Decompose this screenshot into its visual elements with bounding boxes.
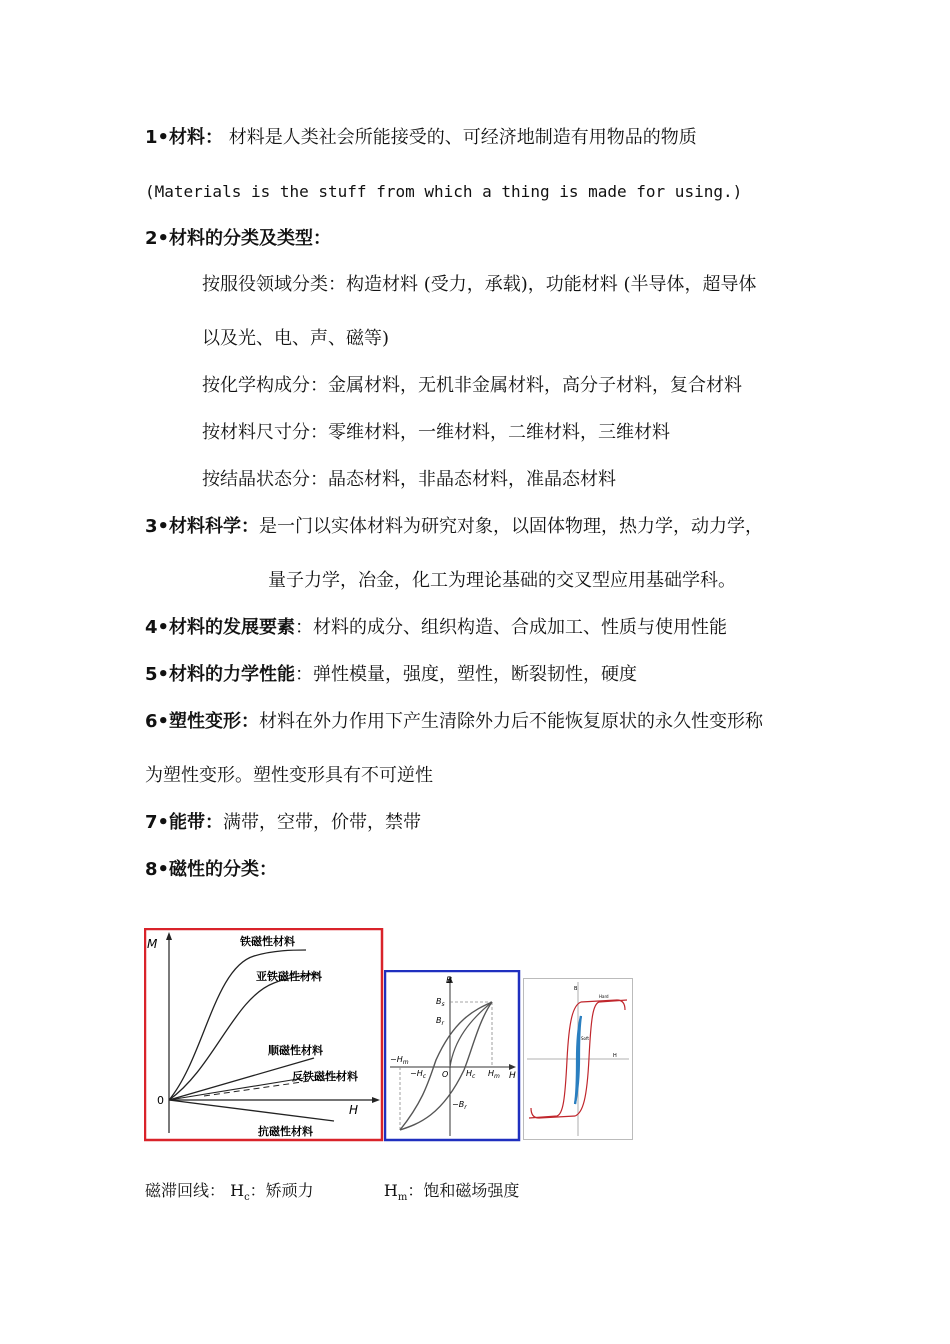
x-axis-label: H: [509, 1071, 516, 1081]
item-number: 5•: [145, 664, 170, 685]
hysteresis-svg: [384, 970, 521, 1142]
neg-hc-label: $-H_c$: [410, 1069, 427, 1080]
hard-soft-svg: [523, 978, 633, 1140]
caption-hm: $H_m$：饱和磁场强度: [383, 1181, 520, 1204]
classification-line: 按结晶状态分：晶态材料，非晶态材料，准晶态材料: [202, 469, 616, 490]
ferromagnetic-label: 铁磁性材料: [240, 935, 295, 948]
diamagnetic-label: 抗磁性材料: [258, 1125, 313, 1138]
item-term: 材料科学：: [169, 516, 260, 537]
x-axis-label: H: [613, 1053, 617, 1059]
hysteresis-figure: [384, 970, 521, 1142]
soft-label: Soft: [581, 1036, 589, 1041]
magnetization-svg: [144, 928, 384, 1142]
item-5: [145, 663, 637, 687]
item-number: 1•: [145, 127, 170, 148]
item-term: 能带：: [169, 812, 224, 833]
hm-label: $H_m$: [488, 1069, 500, 1080]
neg-hm-label: $-H_m$: [390, 1055, 409, 1066]
item-text: ：材料的成分、组织构造、合成加工、性质与使用性能: [295, 617, 728, 638]
item-7: [145, 811, 421, 835]
item-3-continuation: 量子力学，冶金，化工为理论基础的交叉型应用基础学科。: [268, 570, 736, 591]
item-3: [145, 515, 763, 539]
origin-label: O: [442, 1070, 449, 1079]
item-text: 材料是人类社会所能接受的、可经济地制造有用物品的物质: [223, 127, 697, 148]
item-term: 磁性的分类：: [169, 859, 278, 880]
item-2: [145, 227, 331, 251]
item-text: 满带，空带，价带，禁带: [223, 812, 422, 833]
figure-border: [145, 929, 382, 1140]
neg-br-label: $-B_r$: [452, 1100, 467, 1111]
caption-hc: $H_c$：矫顽力: [230, 1181, 314, 1204]
item-number: 6•: [145, 711, 170, 732]
y-axis-label: B: [574, 986, 578, 992]
hc-label: $H_c$: [466, 1069, 476, 1080]
item-text: 材料在外力作用下产生清除外力后不能恢复原状的永久性变形称: [259, 711, 764, 732]
ferrimagnetic-label: 亚铁磁性材料: [256, 970, 322, 983]
classification-line: 以及光、电、声、磁等): [202, 328, 390, 349]
item-term: 材料的分类及类型：: [169, 228, 332, 249]
item-1-english: (Materials is the stuff from which a thing is made for using.): [145, 182, 743, 201]
item-8: [145, 858, 277, 882]
item-text: ：弹性模量，强度，塑性，断裂韧性，硬度: [295, 664, 638, 685]
y-axis-label: M: [147, 937, 158, 951]
item-term: 材料：: [169, 127, 224, 148]
item-4: [145, 616, 727, 640]
item-6: [145, 710, 763, 734]
item-1: [145, 126, 697, 150]
item-term: 材料的力学性能: [169, 664, 296, 685]
item-number: 2•: [145, 228, 170, 249]
classification-line: 按材料尺寸分：零维材料，一维材料，二维材料，三维材料: [202, 422, 670, 443]
classification-line: 按化学构成分：金属材料，无机非金属材料，高分子材料，复合材料: [202, 375, 742, 396]
classification-line: 按服役领域分类：构造材料 (受力，承载)，功能材料 (半导体，超导体: [202, 274, 757, 295]
magnetization-figure: [144, 928, 384, 1142]
hard-label: Hard: [599, 994, 609, 999]
bs-label: $B_s$: [436, 997, 445, 1008]
item-number: 7•: [145, 812, 170, 833]
item-term: 材料的发展要素: [169, 617, 296, 638]
antiferromagnetic-label: 反铁磁性材料: [292, 1070, 358, 1083]
hysteresis-caption: [145, 1180, 519, 1209]
br-label: $B_r$: [436, 1016, 444, 1027]
caption-prefix: 磁滞回线：: [145, 1181, 226, 1200]
item-number: 4•: [145, 617, 170, 638]
item-number: 3•: [145, 516, 170, 537]
hard-soft-figure: [523, 978, 633, 1140]
y-axis-label: B: [446, 976, 453, 986]
paramagnetic-label: 顺磁性材料: [268, 1044, 323, 1057]
item-term: 塑性变形：: [169, 711, 260, 732]
item-number: 8•: [145, 859, 170, 880]
item-6-continuation: 为塑性变形。塑性变形具有不可逆性: [145, 765, 433, 786]
x-axis-label: H: [349, 1103, 359, 1117]
origin-label: 0: [157, 1094, 164, 1107]
item-text: 是一门以实体材料为研究对象，以固体物理，热力学，动力学，: [259, 516, 764, 537]
